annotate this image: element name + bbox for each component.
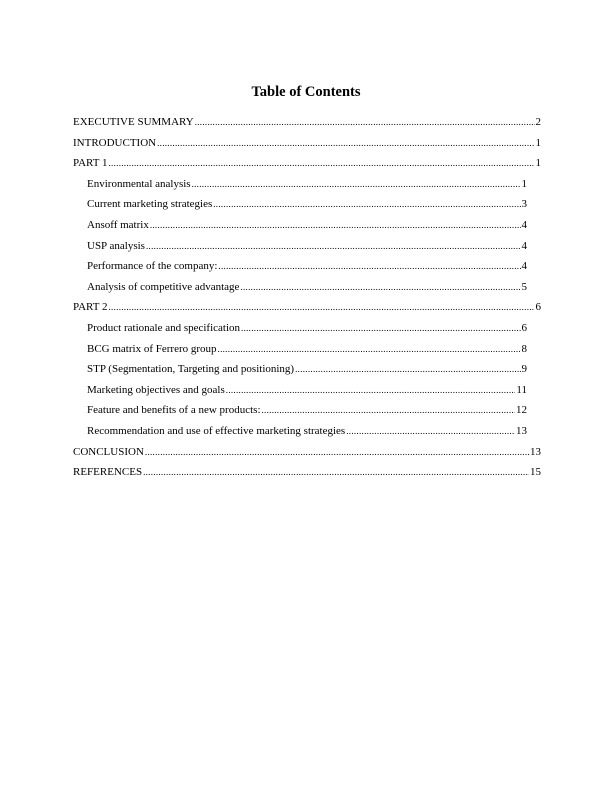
toc-entry-label: INTRODUCTION: [73, 136, 157, 149]
dot-leader: [150, 218, 521, 232]
toc-entry-current-marketing-strategies[interactable]: [0, 194, 612, 215]
toc-entry-page: 9: [521, 363, 527, 376]
toc-entry-page: 5: [521, 280, 527, 293]
toc-title: Table of Contents: [251, 84, 361, 100]
toc-entry-page: 2: [535, 116, 541, 128]
toc-entry-label: STP (Segmentation, Targeting and positioning): [87, 363, 295, 376]
toc-entry-recommendation[interactable]: [0, 421, 612, 442]
toc-entry-bcg-matrix[interactable]: [0, 339, 612, 360]
toc-entry-conclusion[interactable]: [0, 442, 612, 463]
toc-entry-environmental-analysis[interactable]: [0, 174, 612, 195]
toc-entry-page: 8: [521, 342, 527, 355]
toc-entry-label: USP analysis: [87, 239, 145, 252]
dot-leader: [262, 403, 516, 417]
toc-entry-stp[interactable]: [0, 359, 612, 380]
toc-entry-references[interactable]: [0, 462, 612, 483]
dot-leader: [226, 383, 516, 397]
toc-entry-page: 4: [521, 260, 527, 273]
toc-entry-label: Current marketing strategies: [87, 198, 213, 211]
toc-entry-label: Environmental analysis: [87, 177, 191, 190]
dot-leader: [109, 156, 535, 170]
toc-entry-marketing-objectives[interactable]: [0, 380, 612, 401]
toc-entry-label: BCG matrix of Ferrero group: [87, 342, 217, 355]
toc-entry-label: CONCLUSION: [73, 445, 144, 458]
toc-entry-label: Analysis of competitive advantage: [87, 280, 240, 293]
toc-entry-label: PART 1: [73, 157, 108, 170]
toc-entry-label: Product rationale and specification: [87, 321, 241, 334]
toc-entry-label: Marketing objectives and goals: [87, 383, 225, 396]
dot-leader: [143, 465, 529, 479]
toc-entry-executive-summary[interactable]: [0, 112, 612, 133]
dot-leader: [241, 321, 520, 335]
toc-entry-label: Recommendation and use of effective marketing strategies: [87, 424, 346, 437]
dot-leader: [195, 115, 535, 129]
dot-leader: [346, 424, 515, 438]
toc-entry-label: PART 2: [73, 301, 108, 314]
toc-entry-page: 4: [521, 218, 527, 231]
toc-entry-page: 6: [535, 301, 541, 314]
toc-entry-part-1[interactable]: [0, 153, 612, 174]
toc-entry-page: 15: [530, 466, 541, 479]
toc-entry-page: 13: [516, 424, 527, 437]
dot-leader: [218, 342, 521, 356]
toc-entry-label: Performance of the company:: [87, 260, 218, 273]
toc-entry-label: Feature and benefits of a new products:: [87, 404, 261, 417]
toc-entry-page: 4: [521, 239, 527, 252]
dot-leader: [213, 197, 520, 211]
toc-entry-page: 1: [521, 177, 527, 190]
dot-leader: [192, 177, 521, 191]
toc-entry-introduction[interactable]: [0, 133, 612, 154]
toc-entry-page: 6: [521, 321, 527, 334]
toc-entry-page: 3: [521, 198, 527, 211]
toc-entry-part-2[interactable]: [0, 297, 612, 318]
toc-entry-label: Ansoff matrix: [87, 218, 149, 231]
toc-entry-page: 1: [535, 136, 541, 149]
dot-leader: [146, 239, 521, 253]
toc-entry-label: REFERENCES: [73, 466, 143, 479]
toc-entry-feature-and-benefits[interactable]: [0, 400, 612, 421]
toc-entry-ansoff-matrix[interactable]: [0, 215, 612, 236]
toc-entry-page: 12: [516, 404, 527, 417]
toc-entry-analysis-of-competitive-advantage[interactable]: [0, 277, 612, 298]
dot-leader: [145, 445, 529, 459]
dot-leader: [157, 136, 534, 150]
toc-entry-label: EXECUTIVE SUMMARY: [73, 116, 194, 128]
toc-entry-page: 13: [530, 445, 541, 458]
toc-entry-usp-analysis[interactable]: [0, 236, 612, 257]
dot-leader: [109, 300, 535, 314]
toc-entry-product-rationale[interactable]: [0, 318, 612, 339]
dot-leader: [218, 259, 520, 273]
toc-list: [0, 112, 612, 483]
toc-entry-page: 11: [516, 383, 527, 396]
dot-leader: [295, 362, 520, 376]
toc-entry-performance-of-the-company[interactable]: [0, 256, 612, 277]
toc-entry-page: 1: [535, 157, 541, 170]
dot-leader: [240, 280, 520, 294]
